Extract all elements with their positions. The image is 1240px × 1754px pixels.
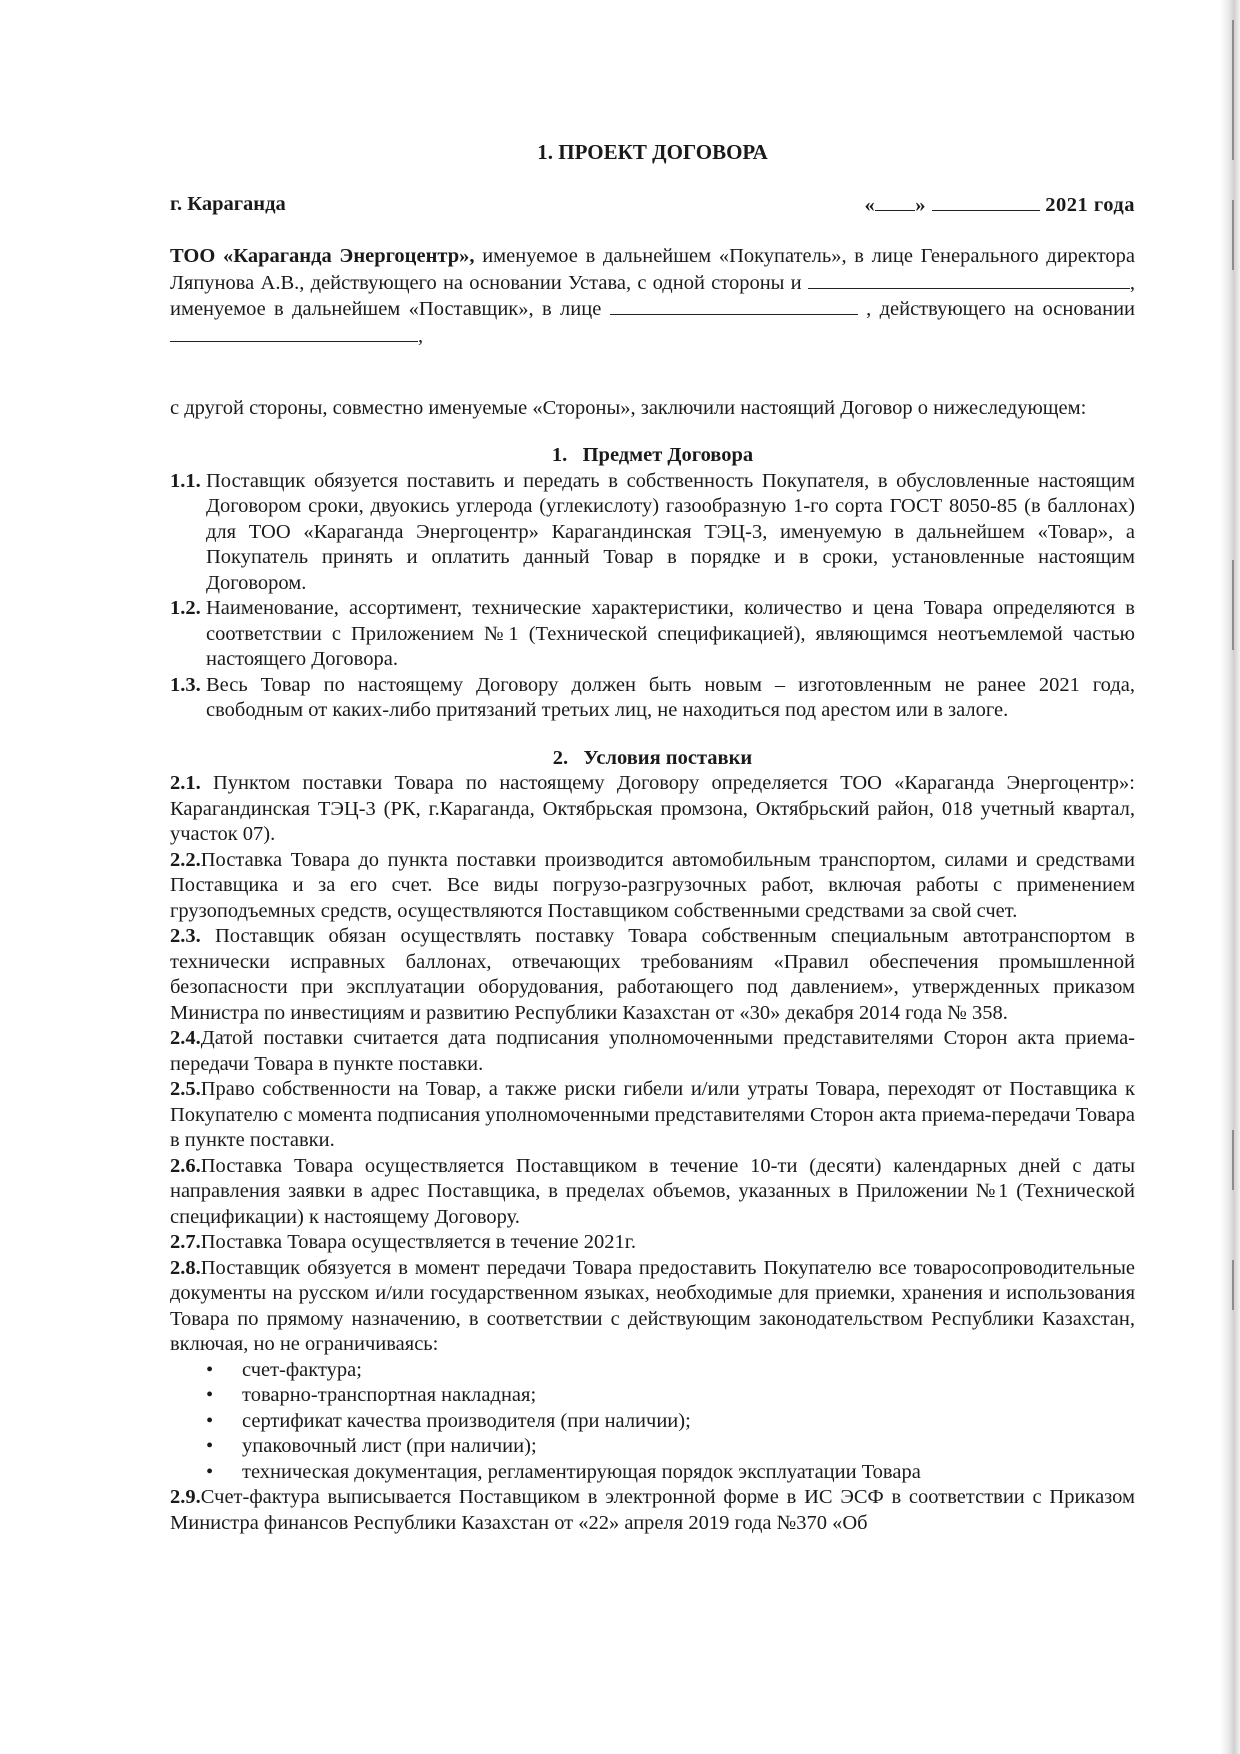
clause-text: Наименование, ассортимент, технические характеристики, количество и цена Товара определяются в соответствии с Приложением №1 (Технической спецификацией), являющимся неотъемлемой частью настоящего Договора. xyxy=(206,597,1135,670)
list-item xyxy=(206,1358,1135,1384)
contract-date xyxy=(865,192,1135,219)
clause-1-3 xyxy=(170,673,1135,724)
clause-2-1 xyxy=(170,771,1135,848)
clause-number: 2.2. xyxy=(170,848,201,871)
clause-text: Поставка Товара осуществляется в течение 2021г. xyxy=(200,1231,636,1253)
clause-2-3 xyxy=(170,924,1135,1026)
list-item-text: упаковочный лист (при наличии); xyxy=(242,1435,537,1457)
spacer xyxy=(170,349,1135,375)
intro-text-3: , действующего на основании xyxy=(866,298,1136,320)
document-list xyxy=(170,1358,1135,1486)
clause-2-4 xyxy=(170,1026,1135,1077)
bullet-icon: • xyxy=(206,1409,214,1432)
clause-text: Право собственности на Товар, а также риски гибели и/или утраты Товара, переходят от Поставщика к Покупателю с момента подписания уполномоченными представителями Сторон акта приема-передачи Товара в пункте поставки. xyxy=(170,1078,1135,1151)
representative-blank xyxy=(610,296,858,315)
clause-number: 2.7. xyxy=(170,1231,201,1253)
clause-1-2 xyxy=(170,596,1135,673)
city: г. Караганда xyxy=(170,192,286,215)
clause-2-9 xyxy=(170,1485,1135,1536)
clause-number: 2.9. xyxy=(170,1486,201,1508)
intro-text-2: , именуемое в дальнейшем «Поставщик», в лице xyxy=(170,271,1136,320)
buyer-name: ТОО «Караганда Энергоцентр», xyxy=(170,245,475,267)
list-item xyxy=(206,1383,1135,1409)
clause-text: Поставка Товара осуществляется Поставщиком в течение 10-ти (десяти) календарных дней с даты направления заявки в адрес Поставщика, в пределах объемов, указанных в Приложении №1 (Технической спецификации) к настоящему Договору. xyxy=(170,1154,1135,1228)
bullet-icon: • xyxy=(206,1384,214,1406)
clause-number: 2.8. xyxy=(170,1256,201,1279)
intro-text-5: с другой стороны, совместно именуемые «Стороны», заключили настоящий Договор о нижеследующем: xyxy=(170,396,1087,419)
bullet-icon: • xyxy=(206,1358,214,1381)
month-blank xyxy=(932,192,1040,211)
clause-text: Поставщик обязуется в момент передачи Товара предоставить Покупателю все товаросопроводительные документы на русском и/или государственном языках, необходимые для приемки, хранения и использования Товара по прямому назначению, в соответствии с действующим законодательством Республики Казахстан, включая, но не ограничиваясь: xyxy=(170,1256,1135,1355)
clause-2-2 xyxy=(170,848,1135,925)
clause-number: 2.6. xyxy=(170,1154,201,1177)
bullet-icon: • xyxy=(206,1435,214,1457)
supplier-name-blank xyxy=(808,270,1130,289)
intro-paragraph xyxy=(170,244,1135,349)
list-item-text: счет-фактура; xyxy=(242,1358,362,1381)
clause-text: Датой поставки считается дата подписания уполномоченными представителями Сторон акта приема-передачи Товара в пункте поставки. xyxy=(170,1027,1135,1075)
date-open-quote: « xyxy=(864,193,876,216)
date-year: 2021 года xyxy=(1045,193,1135,216)
list-item xyxy=(206,1434,1135,1460)
scan-mark xyxy=(1232,200,1234,270)
clause-2-5 xyxy=(170,1077,1135,1154)
section-2-heading: 2. Условия поставки xyxy=(552,746,753,769)
scan-mark xyxy=(1232,560,1234,650)
city-date-line xyxy=(170,192,1135,219)
section-1-items xyxy=(170,469,1135,724)
section-1-heading: 1. Предмет Договора xyxy=(551,444,754,466)
document-title: 1. ПРОЕКТ ДОГОВОРА xyxy=(537,140,768,164)
clause-number: 2.1. xyxy=(170,772,201,794)
scan-mark xyxy=(1232,1130,1234,1190)
scan-mark xyxy=(1232,20,1234,160)
scan-mark xyxy=(1232,1260,1234,1310)
list-item xyxy=(206,1409,1135,1435)
clause-text: Весь Товар по настоящему Договору должен быть новым – изготовленным не ранее 2021 года, свободным от каких-либо притязаний третьих лиц, не находиться под арестом или в залоге. xyxy=(206,673,1135,721)
bullet-icon: • xyxy=(206,1460,214,1483)
intro-text-1: именуемое в дальнейшем «Покупатель», в лице Генерального директора Ляпунова А.В., действующего на основании Устава, с одной стороны и xyxy=(170,245,1135,294)
clause-number: 2.4. xyxy=(170,1027,201,1049)
date-close-quote: » xyxy=(915,193,927,216)
clause-number: 1.1. xyxy=(170,469,201,492)
clause-text: Поставка Товара до пункта поставки производится автомобильным транспортом, силами и средствами Поставщика и за его счет. Все виды погрузо-разгрузочных работ, включая работы с применением грузоподъемных средств, осуществляются Поставщиком собственными средствами за свой счет. xyxy=(170,848,1135,922)
clause-number: 2.5. xyxy=(170,1078,201,1100)
clause-text: Поставщик обязан осуществлять поставку Товара собственным специальным автотранспортом в технически исправных баллонах, отвечающих требованиям «Правил обеспечения промышленной безопасности при эксплуатации оборудования, работающего под давлением», утвержденных приказом Министра по инвестициям и развитию Республики Казахстан от «30» декабря 2014 года № 358. xyxy=(170,925,1135,1024)
document-page xyxy=(170,140,1135,1536)
clause-text: Пунктом поставки Товара по настоящему Договору определяется ТОО «Караганда Энергоцентр»: Карагандинская ТЭЦ-3 (РК, г.Караганда, Октябрьская промзона, Октябрьский район, 018 учетный квартал, участок 07). xyxy=(170,772,1135,845)
basis-blank xyxy=(170,323,418,342)
clause-number: 1.2. xyxy=(170,597,201,619)
clause-2-7 xyxy=(170,1230,1135,1256)
intro-text-4: , xyxy=(418,324,424,347)
list-item-text: техническая документация, регламентирующая порядок эксплуатации Товара xyxy=(242,1460,921,1483)
day-blank xyxy=(875,192,915,211)
clause-2-8 xyxy=(170,1256,1135,1358)
clause-number: 2.3. xyxy=(170,925,201,947)
list-item-text: сертификат качества производителя (при наличии); xyxy=(242,1409,691,1432)
clause-number: 1.3. xyxy=(170,673,201,696)
section-2-paras xyxy=(170,771,1135,1358)
clause-2-6 xyxy=(170,1154,1135,1231)
list-item-text: товарно-транспортная накладная; xyxy=(242,1384,537,1406)
scan-edge xyxy=(1220,0,1240,1754)
list-item xyxy=(206,1460,1135,1486)
clause-text: Поставщик обязуется поставить и передать в собственность Покупателя, в обусловленные настоящим Договором сроки, двуокись углерода (углекислоту) газообразную 1-го сорта ГОСТ 8050-85 (в баллонах) для ТОО «Караганда Энергоцентр» Карагандинская ТЭЦ-3, именуемую в дальнейшем «Товар», а Покупатель принять и оплатить данный Товар в порядке и в сроки, установленные настоящим Договором. xyxy=(206,469,1135,594)
clause-1-1 xyxy=(170,469,1135,597)
clause-text: Счет-фактура выписывается Поставщиком в электронной форме в ИС ЭСФ в соответствии с Приказом Министра финансов Республики Казахстан от «22» апреля 2019 года №370 «Об xyxy=(170,1486,1135,1534)
